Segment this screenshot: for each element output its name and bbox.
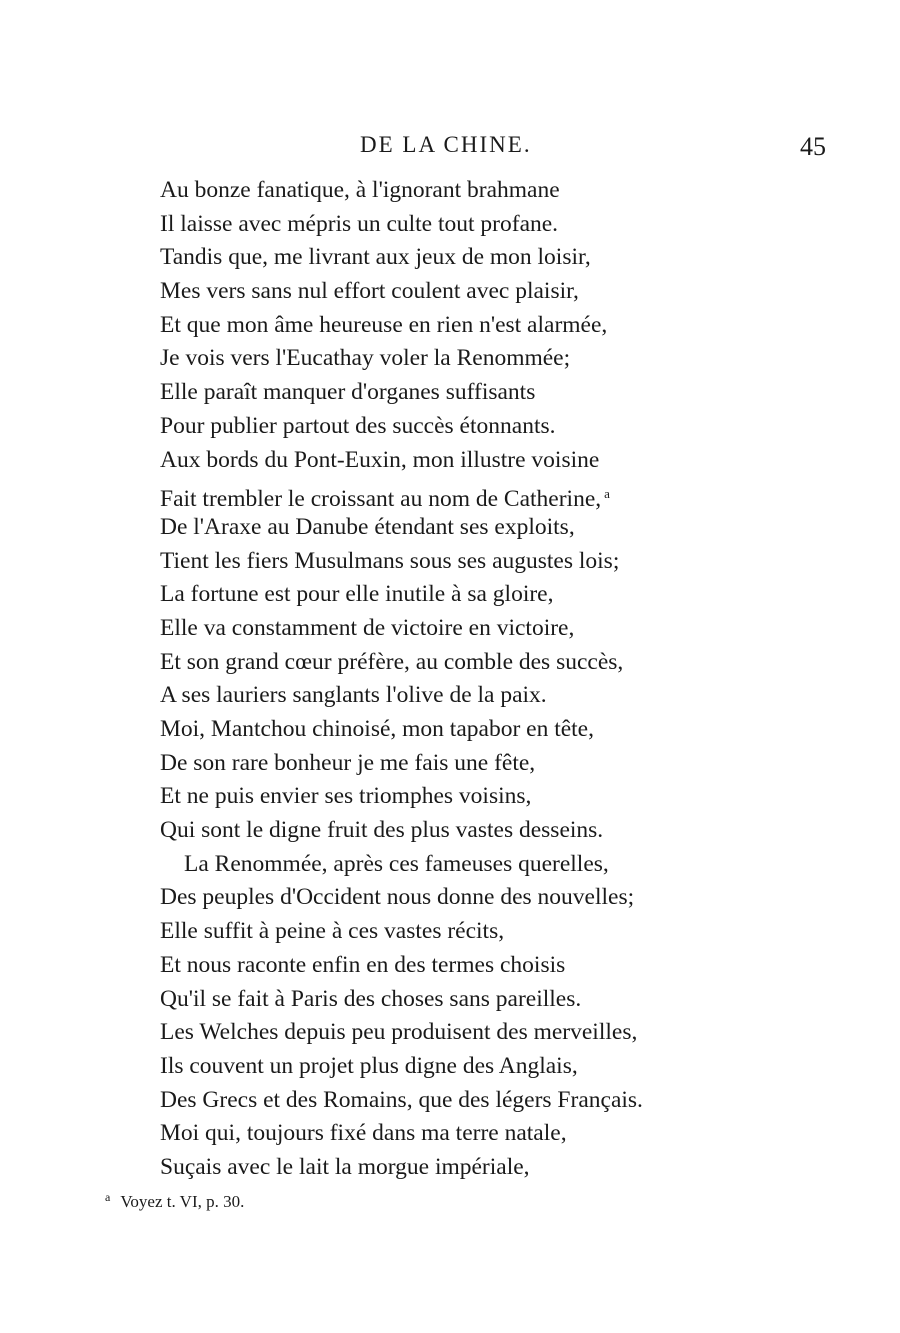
running-title: DE LA CHINE. bbox=[360, 132, 532, 157]
poem-line-text: Moi, Mantchou chinoisé, mon tapabor en tête, bbox=[160, 716, 594, 742]
poem-line-text: Mes vers sans nul effort coulent avec plaisir, bbox=[160, 278, 579, 305]
poem-line-text: Qui sont le digne fruit des plus vastes desseins. bbox=[160, 817, 604, 844]
poem-line bbox=[160, 376, 760, 410]
poem-line bbox=[160, 410, 760, 444]
poem-line-text: Tient les fiers Musulmans sous ses augustes lois; bbox=[160, 547, 620, 574]
poem-line bbox=[160, 444, 760, 478]
poem-line bbox=[160, 646, 760, 680]
poem-line-text: Je vois vers l'Eucathay voler la Renommée; bbox=[160, 345, 571, 372]
poem-line bbox=[160, 915, 760, 949]
running-head bbox=[0, 128, 900, 162]
poem-line-text: Ils couvent un projet plus digne des Anglais, bbox=[160, 1052, 578, 1079]
poem-line-text: Suçais avec le lait la morgue impériale, bbox=[160, 1153, 530, 1180]
poem-line-text: Et son grand cœur préfère, au comble des succès, bbox=[160, 648, 624, 675]
poem-line-text: Elle paraît manquer d'organes suffisants bbox=[160, 379, 536, 406]
poem-line-text: Des Grecs et des Romains, que des légers Français. bbox=[160, 1086, 643, 1113]
poem-line-text: Qu'il se fait à Paris des choses sans pareilles. bbox=[160, 985, 582, 1012]
poem-line bbox=[160, 848, 760, 882]
footnote-marker: a bbox=[105, 1190, 111, 1204]
poem-line-text: De l'Araxe au Danube étendant ses exploits, bbox=[160, 513, 575, 540]
poem-line bbox=[160, 612, 760, 646]
poem-line bbox=[160, 545, 760, 579]
poem-line-text: Il laisse avec mépris un culte tout profane. bbox=[160, 210, 559, 237]
poem-line bbox=[160, 1151, 760, 1185]
poem-line-text: Fait trembler le croissant au nom de Catherine, bbox=[160, 486, 602, 513]
poem-line bbox=[160, 1016, 760, 1050]
poem-line bbox=[160, 747, 760, 781]
poem-line-text: Elle suffit à peine à ces vastes récits, bbox=[160, 918, 505, 945]
poem-line-text: Pour publier partout des succès étonnants. bbox=[160, 412, 556, 439]
poem-line-text: La fortune est pour elle inutile à sa gloire, bbox=[160, 581, 554, 608]
poem-line bbox=[160, 309, 760, 343]
poem-line bbox=[160, 814, 760, 848]
poem-line bbox=[160, 511, 760, 545]
poem-line bbox=[160, 174, 760, 208]
poem-line-text: De son rare bonheur je me fais une fête, bbox=[160, 749, 536, 776]
poem-line-text: Tandis que, me livrant aux jeux de mon loisir, bbox=[160, 244, 591, 271]
poem-line bbox=[160, 241, 760, 275]
poem-line bbox=[160, 713, 760, 747]
poem-line-text: Elle va constamment de victoire en victoire, bbox=[160, 614, 575, 641]
poem-line bbox=[160, 1084, 760, 1118]
footnote-reference: a bbox=[604, 486, 610, 502]
poem-line-text: A ses lauriers sanglants l'olive de la paix. bbox=[160, 682, 547, 709]
poem-line-text: Et ne puis envier ses triomphes voisins, bbox=[160, 783, 532, 810]
poem-line-text: Aux bords du Pont-Euxin, mon illustre voisine bbox=[160, 446, 600, 473]
poem-line bbox=[160, 342, 760, 376]
poem-line bbox=[160, 578, 760, 612]
poem-line bbox=[160, 1117, 760, 1151]
poem-line-text: Et que mon âme heureuse en rien n'est alarmée, bbox=[160, 311, 608, 338]
poem-line-text: La Renommée, après ces fameuses querelles, bbox=[184, 850, 609, 877]
poem-line bbox=[160, 477, 760, 511]
poem-line bbox=[160, 679, 760, 713]
poem-line-text: Et nous raconte enfin en des termes choisis bbox=[160, 951, 566, 978]
poem-text bbox=[160, 174, 760, 1185]
poem-line bbox=[160, 1050, 760, 1084]
poem-line bbox=[160, 881, 760, 915]
footnote bbox=[105, 1185, 244, 1214]
poem-line-text: Au bonze fanatique, à l'ignorant brahmane bbox=[160, 177, 560, 203]
poem-line bbox=[160, 949, 760, 983]
poem-line bbox=[160, 983, 760, 1017]
poem-line bbox=[160, 208, 760, 242]
poem-line bbox=[160, 275, 760, 309]
page-number: 45 bbox=[800, 132, 826, 161]
footnote-text: Voyez t. VI, p. 30. bbox=[120, 1192, 245, 1211]
poem-line-text: Des peuples d'Occident nous donne des nouvelles; bbox=[160, 884, 635, 911]
poem-line bbox=[160, 780, 760, 814]
poem-line-text: Les Welches depuis peu produisent des merveilles, bbox=[160, 1019, 638, 1046]
poem-line-text: Moi qui, toujours fixé dans ma terre natale, bbox=[160, 1120, 567, 1147]
